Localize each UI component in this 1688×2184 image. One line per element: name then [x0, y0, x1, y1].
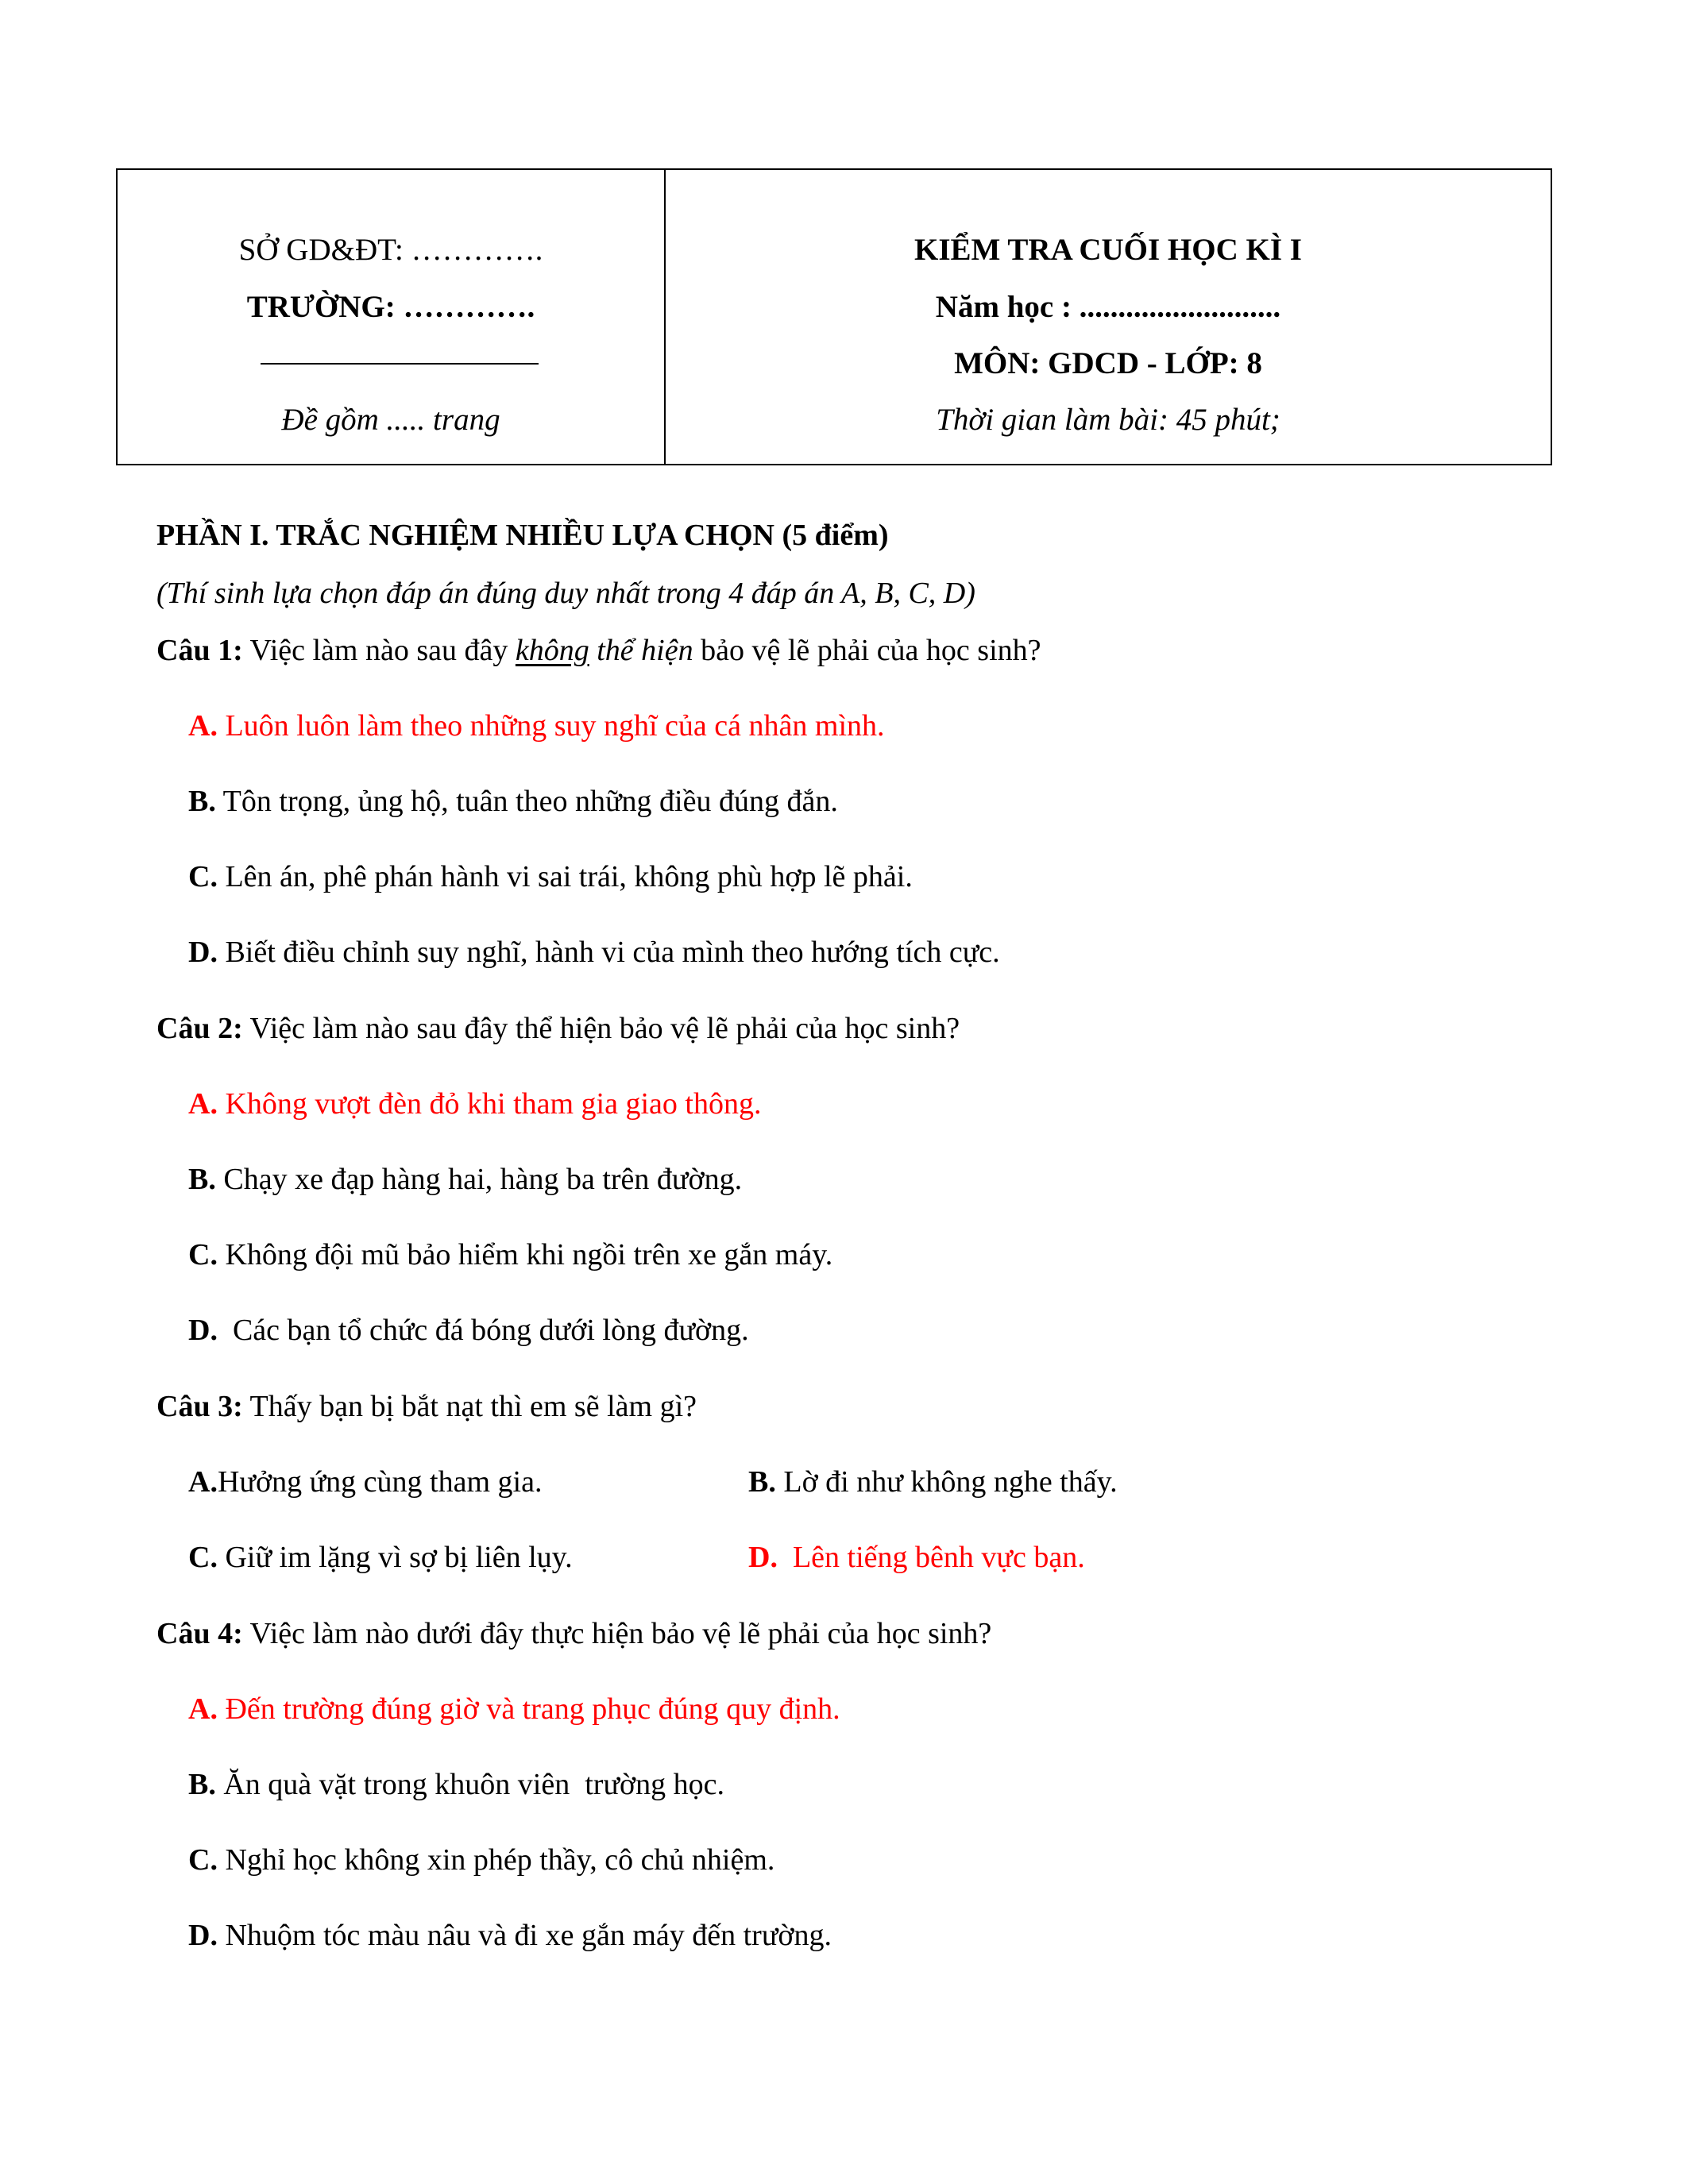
option-text: Nhuộm tóc màu nâu và đi xe gắn máy đến trường. — [217, 1919, 832, 1952]
q2-option-b[interactable] — [188, 1164, 742, 1194]
option-text: Nghỉ học không xin phép thầy, cô chủ nhiệm. — [217, 1843, 775, 1877]
q2-option-c[interactable] — [188, 1240, 832, 1270]
q4-option-c[interactable] — [188, 1845, 774, 1875]
q2-option-d[interactable] — [188, 1315, 749, 1345]
duration-line: Thời gian làm bài: 45 phút; — [936, 403, 1280, 437]
subject-line: MÔN: GDCD - LỚP: 8 — [954, 346, 1262, 380]
question-3 — [156, 1391, 697, 1422]
option-text: Các bạn tổ chức đá bóng dưới lòng đường. — [217, 1314, 749, 1347]
question-2 — [156, 1013, 960, 1044]
option-text: Lên án, phê phán hành vi sai trái, không phù hợp lẽ phải. — [217, 860, 913, 893]
option-letter: D. — [188, 936, 218, 969]
q2-option-a[interactable] — [188, 1089, 761, 1119]
option-letter: B. — [188, 1163, 216, 1196]
q1-option-c[interactable] — [188, 862, 913, 892]
school-line: TRƯỜNG: …………. — [246, 290, 535, 324]
q3-option-a[interactable] — [188, 1467, 542, 1497]
option-text: Hưởng ứng cùng tham gia. — [217, 1465, 543, 1499]
question-label: Câu 2: — [156, 1012, 243, 1045]
q1-option-a[interactable] — [188, 711, 885, 741]
option-text: Không vượt đèn đỏ khi tham gia giao thông. — [217, 1087, 762, 1121]
q4-option-b[interactable] — [188, 1769, 724, 1800]
q1-option-d[interactable] — [188, 937, 1000, 967]
question-label: Câu 4: — [156, 1617, 243, 1650]
section-instruction: (Thí sinh lựa chọn đáp án đúng duy nhất trong 4 đáp án A, B, C, D) — [156, 577, 975, 610]
header-left-cell — [118, 170, 666, 464]
q3-option-c[interactable] — [188, 1542, 573, 1572]
option-text: Biết điều chỉnh suy nghĩ, hành vi của mình theo hướng tích cực. — [217, 936, 1000, 969]
option-text: Không đội mũ bảo hiểm khi ngồi trên xe gắn máy. — [217, 1238, 833, 1271]
q4-option-a[interactable] — [188, 1694, 840, 1724]
option-text: Chạy xe đạp hàng hai, hàng ba trên đường. — [215, 1163, 743, 1196]
option-letter: A. — [188, 1465, 218, 1499]
option-text: Tôn trọng, ủng hộ, tuân theo những điều đúng đắn. — [215, 785, 838, 818]
option-letter: D. — [188, 1919, 218, 1952]
option-text: Giữ im lặng vì sợ bị liên lụy. — [217, 1541, 573, 1574]
exam-title: KIỂM TRA CUỐI HỌC KÌ I — [914, 233, 1302, 267]
option-letter: C. — [188, 1541, 218, 1574]
option-letter: D. — [748, 1541, 778, 1574]
option-text: Đến trường đúng giờ và trang phục đúng quy định. — [217, 1692, 840, 1726]
question-text: Thấy bạn bị bắt nạt thì em sẽ làm gì? — [242, 1390, 697, 1423]
question-italic-text: thể hiện — [589, 634, 693, 667]
header-divider — [261, 363, 539, 365]
header-right-cell — [666, 170, 1551, 464]
q1-option-b[interactable] — [188, 786, 838, 816]
q3-option-b[interactable] — [748, 1467, 1118, 1497]
q4-option-d[interactable] — [188, 1920, 832, 1951]
option-text: Lên tiếng bênh vực bạn. — [777, 1541, 1085, 1574]
option-letter: C. — [188, 1238, 218, 1271]
option-text: Ăn quà vặt trong khuôn viên trường học. — [215, 1768, 724, 1801]
option-letter: C. — [188, 1843, 218, 1877]
option-text: Lờ đi như không nghe thấy. — [775, 1465, 1118, 1499]
question-underlined-word: không — [515, 634, 589, 667]
option-letter: C. — [188, 860, 218, 893]
question-label: Câu 3: — [156, 1390, 243, 1423]
q3-option-d[interactable] — [748, 1542, 1085, 1572]
question-text: Việc làm nào sau đây thể hiện bảo vệ lẽ phải của học sinh? — [242, 1012, 960, 1045]
option-text: Luôn luôn làm theo những suy nghĩ của cá nhân mình. — [217, 709, 885, 743]
exam-header — [116, 168, 1552, 465]
question-label: Câu 1: — [156, 634, 243, 667]
option-letter: A. — [188, 709, 218, 743]
page-count: Đề gồm ..... trang — [281, 403, 500, 437]
option-letter: A. — [188, 1692, 218, 1726]
option-letter: B. — [748, 1465, 776, 1499]
question-4 — [156, 1619, 991, 1649]
school-year: Năm học : .......................... — [935, 290, 1281, 324]
department-line: SỞ GD&ĐT: …………. — [238, 233, 543, 267]
question-text: Việc làm nào dưới đây thực hiện bảo vệ lẽ phải của học sinh? — [242, 1617, 992, 1650]
option-letter: B. — [188, 1768, 216, 1801]
option-letter: D. — [188, 1314, 218, 1347]
option-letter: B. — [188, 785, 216, 818]
question-text: Việc làm nào sau đây — [242, 634, 516, 667]
option-letter: A. — [188, 1087, 218, 1121]
question-text-end: bảo vệ lẽ phải của học sinh? — [693, 634, 1041, 667]
section-title: PHẦN I. TRẮC NGHIỆM NHIỀU LỰA CHỌN (5 điểm) — [156, 519, 889, 552]
question-1 — [156, 635, 1041, 666]
